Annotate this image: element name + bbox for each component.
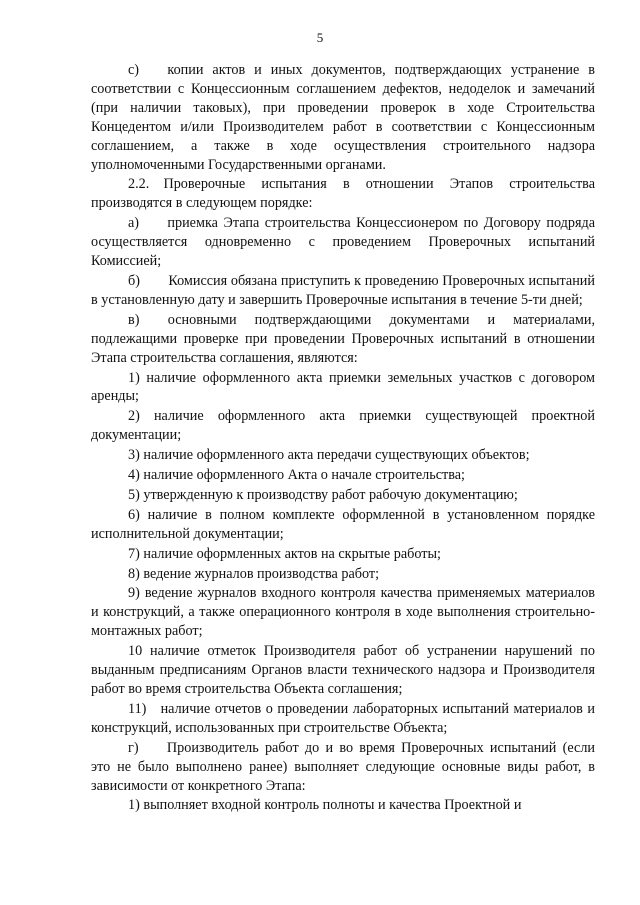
list-item-10: 10 наличие отметок Производителя работ об устранении нарушений по выданным предписаниям Органов власти технического надзора и Производителя работ во время строительства Объекта соглашения; — [91, 643, 595, 697]
list-item-4: 4) наличие оформленного Акта о начале строительства; — [128, 467, 465, 484]
list-item-11: 11) наличие отчетов о проведении лабораторных испытаний материалов и конструкций, использованных при строительстве Объекта; — [91, 700, 595, 736]
list-item-9: 9) ведение журналов входного контроля качества применяемых материалов и конструкций, а также операционного контроля в ходе выполнения строительно-монтажных работ; — [91, 585, 595, 640]
paragraph-b: б) Комиссия обязана приступить к проведению Проверочных испытаний в установленную дату и завершить Проверочные испытания в течение 5-ти дней; — [91, 272, 595, 308]
list-item-6: 6) наличие в полном комплекте оформленной в установленном порядке исполнительной документации; — [91, 506, 595, 542]
document-body — [91, 61, 595, 815]
list-item-3: 3) наличие оформленного акта передачи существующих объектов; — [128, 447, 530, 464]
list-item-1: 1) наличие оформленного акта приемки земельных участков с договором аренды; — [91, 369, 595, 405]
sub-item-1: 1) выполняет входной контроль полноты и качества Проектной и — [128, 797, 522, 814]
paragraph-v: в) основными подтверждающими документами и материалами, подлежащими проверке при проведении Проверочных испытаний в отношении Этапа строительства соглашения, являются: — [91, 311, 595, 366]
paragraph-g: г) Производитель работ до и во время Проверочных испытаний (если это не было выполнено ранее) выполняет следующие основные виды работ, в зависимости от конкретного Этапа: — [91, 739, 595, 794]
paragraph-a: а) приемка Этапа строительства Концессионером по Договору подряда осуществляется одновременно с проведением Проверочных испытаний Комиссией; — [91, 215, 595, 270]
paragraph-2-2: 2.2. Проверочные испытания в отношении Этапов строительства производятся в следующем порядке: — [91, 176, 595, 212]
list-item-7: 7) наличие оформленных актов на скрытые работы; — [128, 545, 441, 562]
list-item-5: 5) утвержденную к производству работ рабочую документацию; — [128, 486, 518, 503]
page-number: 5 — [316, 30, 324, 45]
list-item-8: 8) ведение журналов производства работ; — [128, 565, 380, 582]
paragraph-c: с) копии актов и иных документов, подтверждающих устранение в соответствии с Концессионным соглашением дефектов, недоделок и замечаний (при наличии таковых), при проведении проверок в ходе Строительства Концедентом и/или Производителем работ в соответствии с Концессионным соглашением, а также в ходе осуществления строительного надзора уполномоченными Государственными органами. — [91, 62, 595, 173]
list-item-2: 2) наличие оформленного акта приемки существующей проектной документации; — [91, 408, 595, 444]
